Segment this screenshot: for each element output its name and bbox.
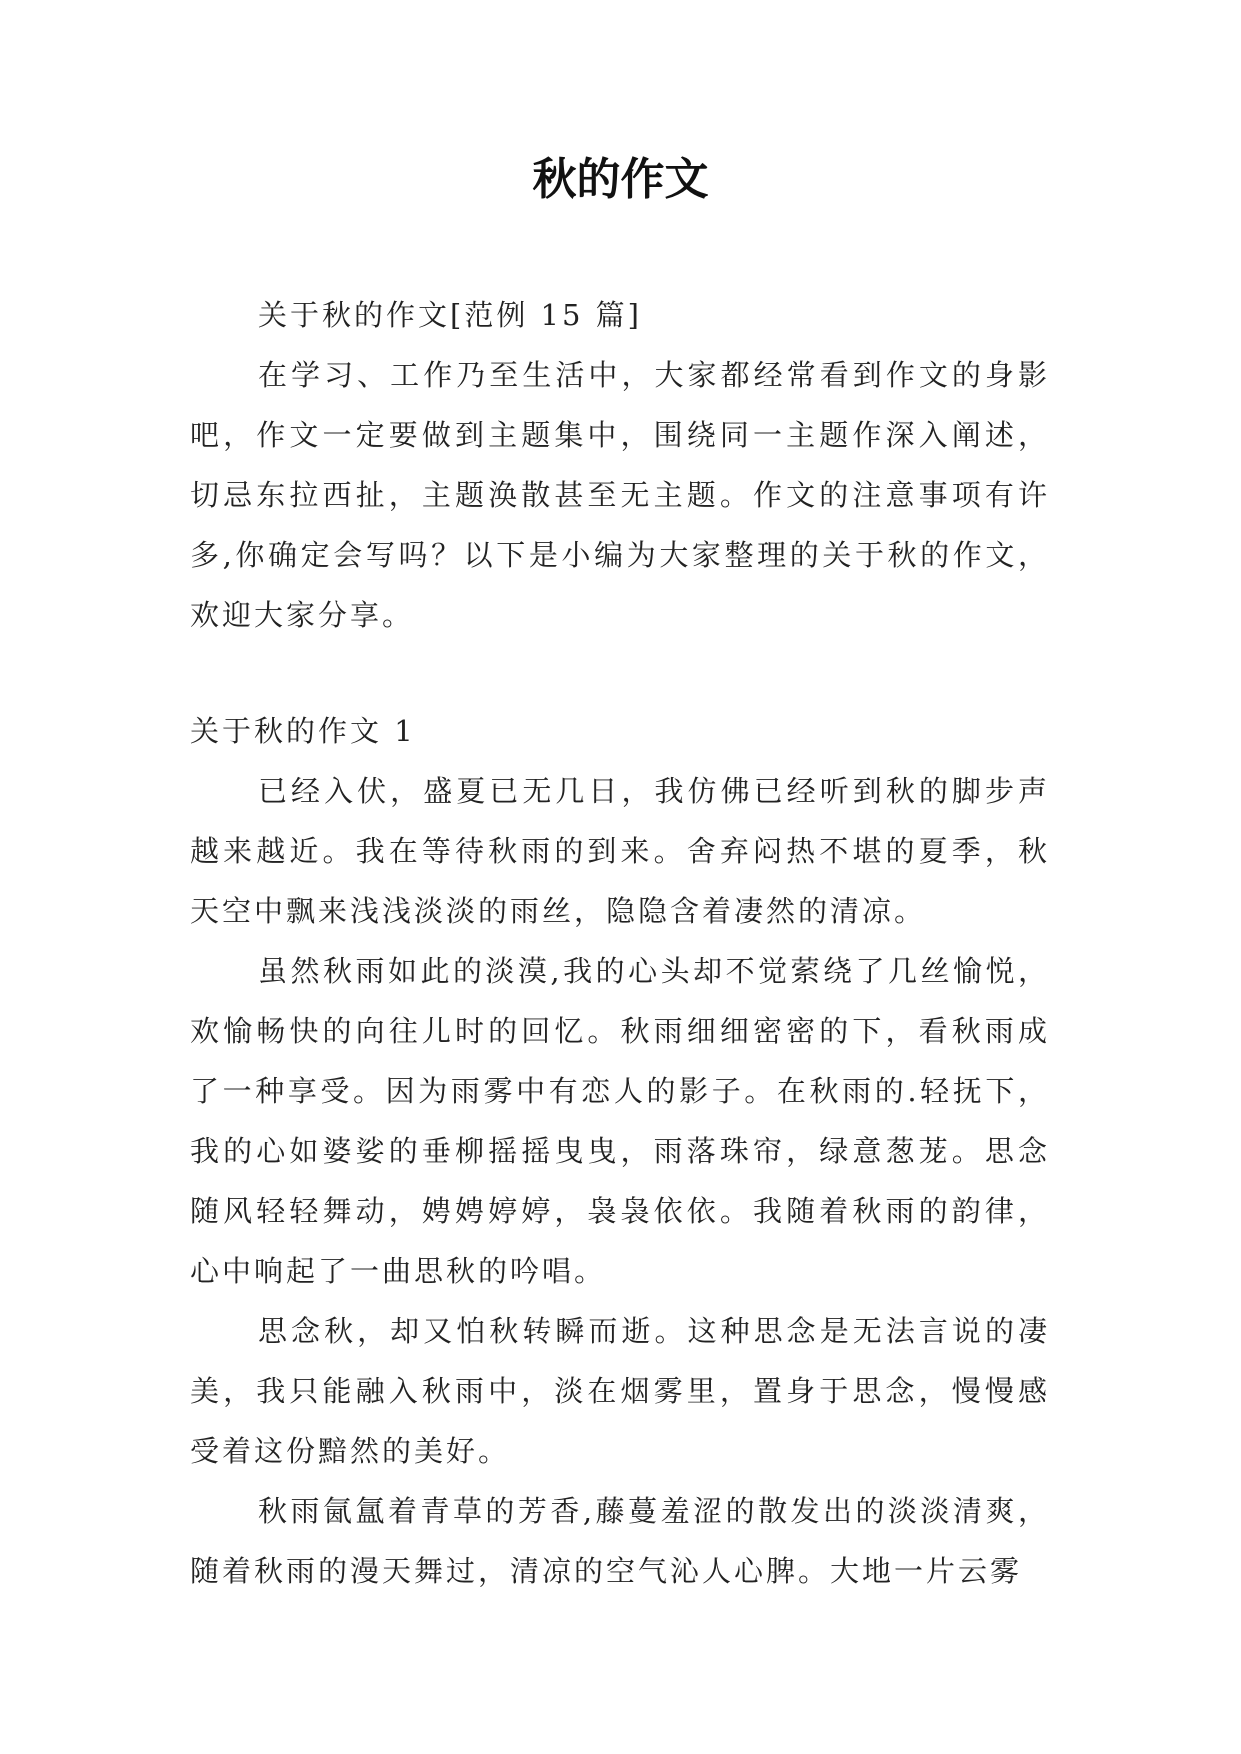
intro-paragraph: 在学习、工作乃至生活中，大家都经常看到作文的身影吧，作文一定要做到主题集中，围绕同一主题作深入阐述，切忌东拉西扯，主题涣散甚至无主题。作文的注意事项有许多,你确定会写吗？以下是小编为大家整理的关于秋的作文，欢迎大家分享。 [190,358,1050,632]
body-paragraph-3: 思念秋，却又怕秋转瞬而逝。这种思念是无法言说的凄美，我只能融入秋雨中，淡在烟雾里，置身于思念，慢慢感受着这份黯然的美好。 [190,1314,1050,1468]
body-paragraph-1: 已经入伏，盛夏已无几日，我仿佛已经听到秋的脚步声越来越近。我在等待秋雨的到来。舍弃闷热不堪的夏季，秋天空中飘来浅浅淡淡的雨丝，隐隐含着凄然的清凉。 [190,774,1050,928]
document-body [190,285,1050,1601]
body-paragraph-4: 秋雨氤氲着青草的芳香,藤蔓羞涩的散发出的淡淡清爽，随着秋雨的漫天舞过，清凉的空气沁人心脾。大地一片云雾 [190,1494,1050,1588]
body-paragraph-2: 虽然秋雨如此的淡漠,我的心头却不觉萦绕了几丝愉悦，欢愉畅快的向往儿时的回忆。秋雨细细密密的下，看秋雨成了一种享受。因为雨雾中有恋人的影子。在秋雨的.轻抚下，我的心如婆娑的垂柳摇摇曳曳，雨落珠帘，绿意葱茏。思念随风轻轻舞动，娉娉婷婷，袅袅依依。我随着秋雨的韵律，心中响起了一曲思秋的吟唱。 [190,954,1050,1288]
section-heading: 关于秋的作文 1 [190,714,416,748]
document-subtitle: 关于秋的作文[范例 15 篇] [258,298,642,332]
document-title: 秋的作文 [532,154,709,205]
